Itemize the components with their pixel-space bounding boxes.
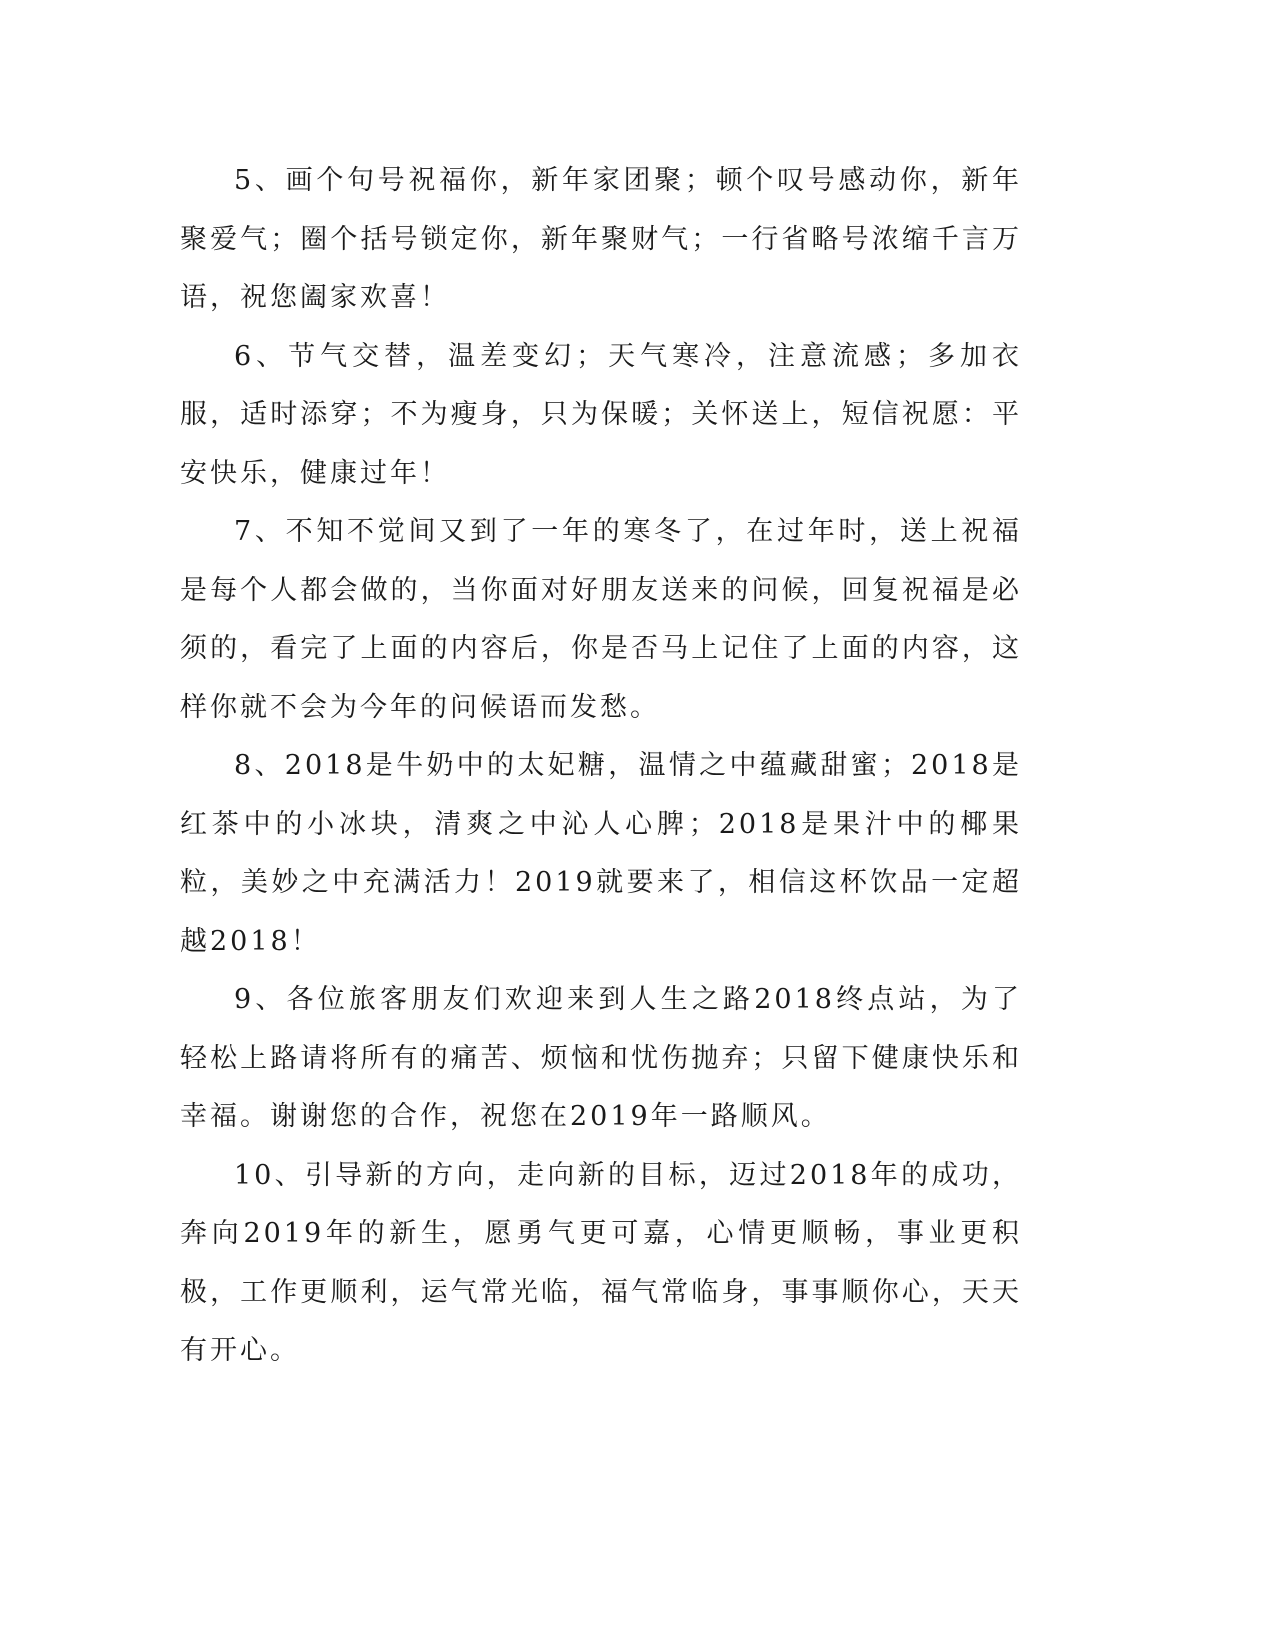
paragraph-5: 5、画个句号祝福你，新年家团聚；顿个叹号感动你，新年聚爱气；圈个括号锁定你，新年聚财气；一行省略号浓缩千言万语，祝您阖家欢喜！ bbox=[180, 165, 1022, 313]
paragraph-8: 8、2018是牛奶中的太妃糖，温情之中蕴藏甜蜜；2018是红茶中的小冰块，清爽之中沁人心脾；2018是果汁中的椰果粒，美妙之中充满活力！2019就要来了，相信这杯饮品一定超越2018！ bbox=[180, 750, 1022, 957]
paragraph-6: 6、节气交替，温差变幻；天气寒冷，注意流感；多加衣服，适时添穿；不为瘦身，只为保暖；关怀送上，短信祝愿：平安快乐，健康过年！ bbox=[180, 340, 1022, 489]
paragraph-10: 10、引导新的方向，走向新的目标，迈过2018年的成功，奔向2019年的新生，愿勇气更可嘉，心情更顺畅，事业更积极，工作更顺利，运气常光临，福气常临身，事事顺你心，天天有开心。 bbox=[180, 1159, 1022, 1366]
document-body bbox=[180, 152, 1022, 1381]
paragraph-9: 9、各位旅客朋友们欢迎来到人生之路2018终点站，为了轻松上路请将所有的痛苦、烦恼和忧伤抛弃；只留下健康快乐和幸福。谢谢您的合作，祝您在2019年一路顺风。 bbox=[180, 984, 1022, 1132]
paragraph-7: 7、不知不觉间又到了一年的寒冬了，在过年时，送上祝福是每个人都会做的，当你面对好朋友送来的问候，回复祝福是必须的，看完了上面的内容后，你是否马上记住了上面的内容，这样你就不会为今年的问候语而发愁。 bbox=[180, 516, 1022, 723]
